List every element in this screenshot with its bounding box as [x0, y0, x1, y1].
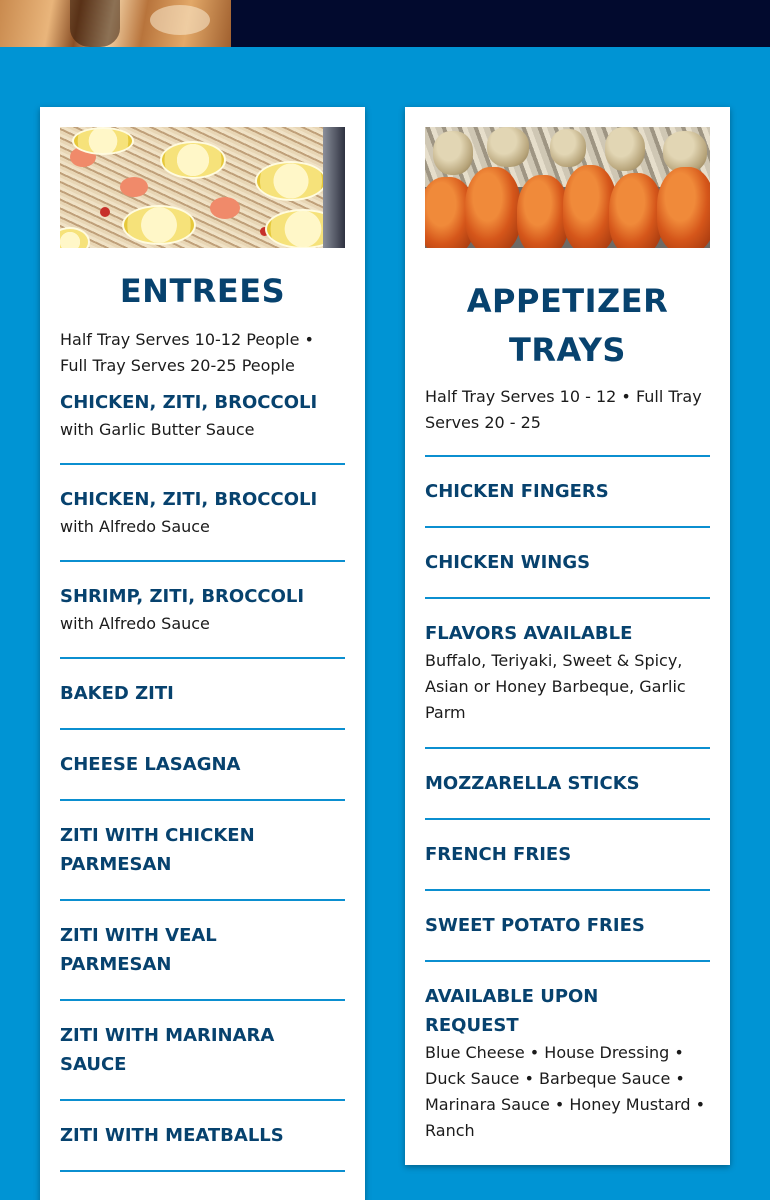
- entree-item-desc: with Alfredo Sauce: [60, 614, 210, 633]
- appetizer-item-name: FRENCH FRIES: [425, 844, 572, 865]
- divider: [60, 1170, 345, 1172]
- appetizer-item-desc: Blue Cheese • House Dressing • Duck Sauce • Barbeque Sauce • Marinara Sauce • Honey Mustard • Ranch: [425, 1043, 706, 1140]
- entrees-title: ENTREES: [119, 272, 286, 310]
- entree-item-desc: with Alfredo Sauce: [60, 517, 210, 536]
- divider: [425, 597, 710, 599]
- divider: [425, 818, 710, 820]
- entree-item-name: BAKED ZITI: [60, 683, 174, 704]
- divider: [60, 1099, 345, 1101]
- appetizer-item-name: FLAVORS AVAILABLE: [425, 623, 633, 644]
- appetizers-subtitle: Half Tray Serves 10 - 12 • Full Tray Serves 20 - 25: [425, 387, 702, 432]
- entrees-photo: [60, 127, 345, 248]
- divider: [60, 728, 345, 730]
- appetizer-item-name: SWEET POTATO FRIES: [425, 915, 645, 936]
- entree-item-name: ZITI WITH MEATBALLS: [60, 1125, 284, 1146]
- divider: [425, 747, 710, 749]
- entree-item-name: CHICKEN, ZITI, BROCCOLI: [60, 392, 318, 413]
- divider: [60, 560, 345, 562]
- entree-item-name: ZITI WITH VEAL PARMESAN: [60, 925, 217, 975]
- divider: [60, 899, 345, 901]
- divider: [425, 960, 710, 962]
- entree-item-name: ZITI WITH CHICKEN PARMESAN: [60, 825, 255, 875]
- entrees-subtitle: Half Tray Serves 10-12 People • Full Tray Serves 20-25 People: [60, 330, 314, 375]
- entree-item-name: ZITI WITH MARINARA SAUCE: [60, 1025, 275, 1075]
- divider: [425, 455, 710, 457]
- divider: [60, 463, 345, 465]
- entree-item-desc: with Garlic Butter Sauce: [60, 420, 255, 439]
- entree-item-name: CHEESE LASAGNA: [60, 754, 241, 775]
- appetizer-item-name: CHICKEN FINGERS: [425, 481, 609, 502]
- entree-item-name: CHICKEN, ZITI, BROCCOLI: [60, 489, 318, 510]
- divider: [60, 999, 345, 1001]
- appetizers-title: APPETIZER TRAYS: [466, 282, 669, 369]
- divider: [60, 799, 345, 801]
- entrees-card: [40, 107, 365, 1200]
- appetizer-item-desc: Buffalo, Teriyaki, Sweet & Spicy, Asian or Honey Barbeque, Garlic Parm: [425, 651, 686, 722]
- divider: [60, 657, 345, 659]
- appetizer-item-name: CHICKEN WINGS: [425, 552, 591, 573]
- appetizer-item-name: AVAILABLE UPON REQUEST: [425, 986, 599, 1036]
- appetizer-item-name: MOZZARELLA STICKS: [425, 773, 640, 794]
- appetizers-card: [405, 107, 730, 1165]
- divider: [425, 526, 710, 528]
- header-food-photo: [0, 0, 231, 47]
- appetizers-photo: [425, 127, 710, 248]
- divider: [425, 889, 710, 891]
- entree-item-name: SHRIMP, ZITI, BROCCOLI: [60, 586, 305, 607]
